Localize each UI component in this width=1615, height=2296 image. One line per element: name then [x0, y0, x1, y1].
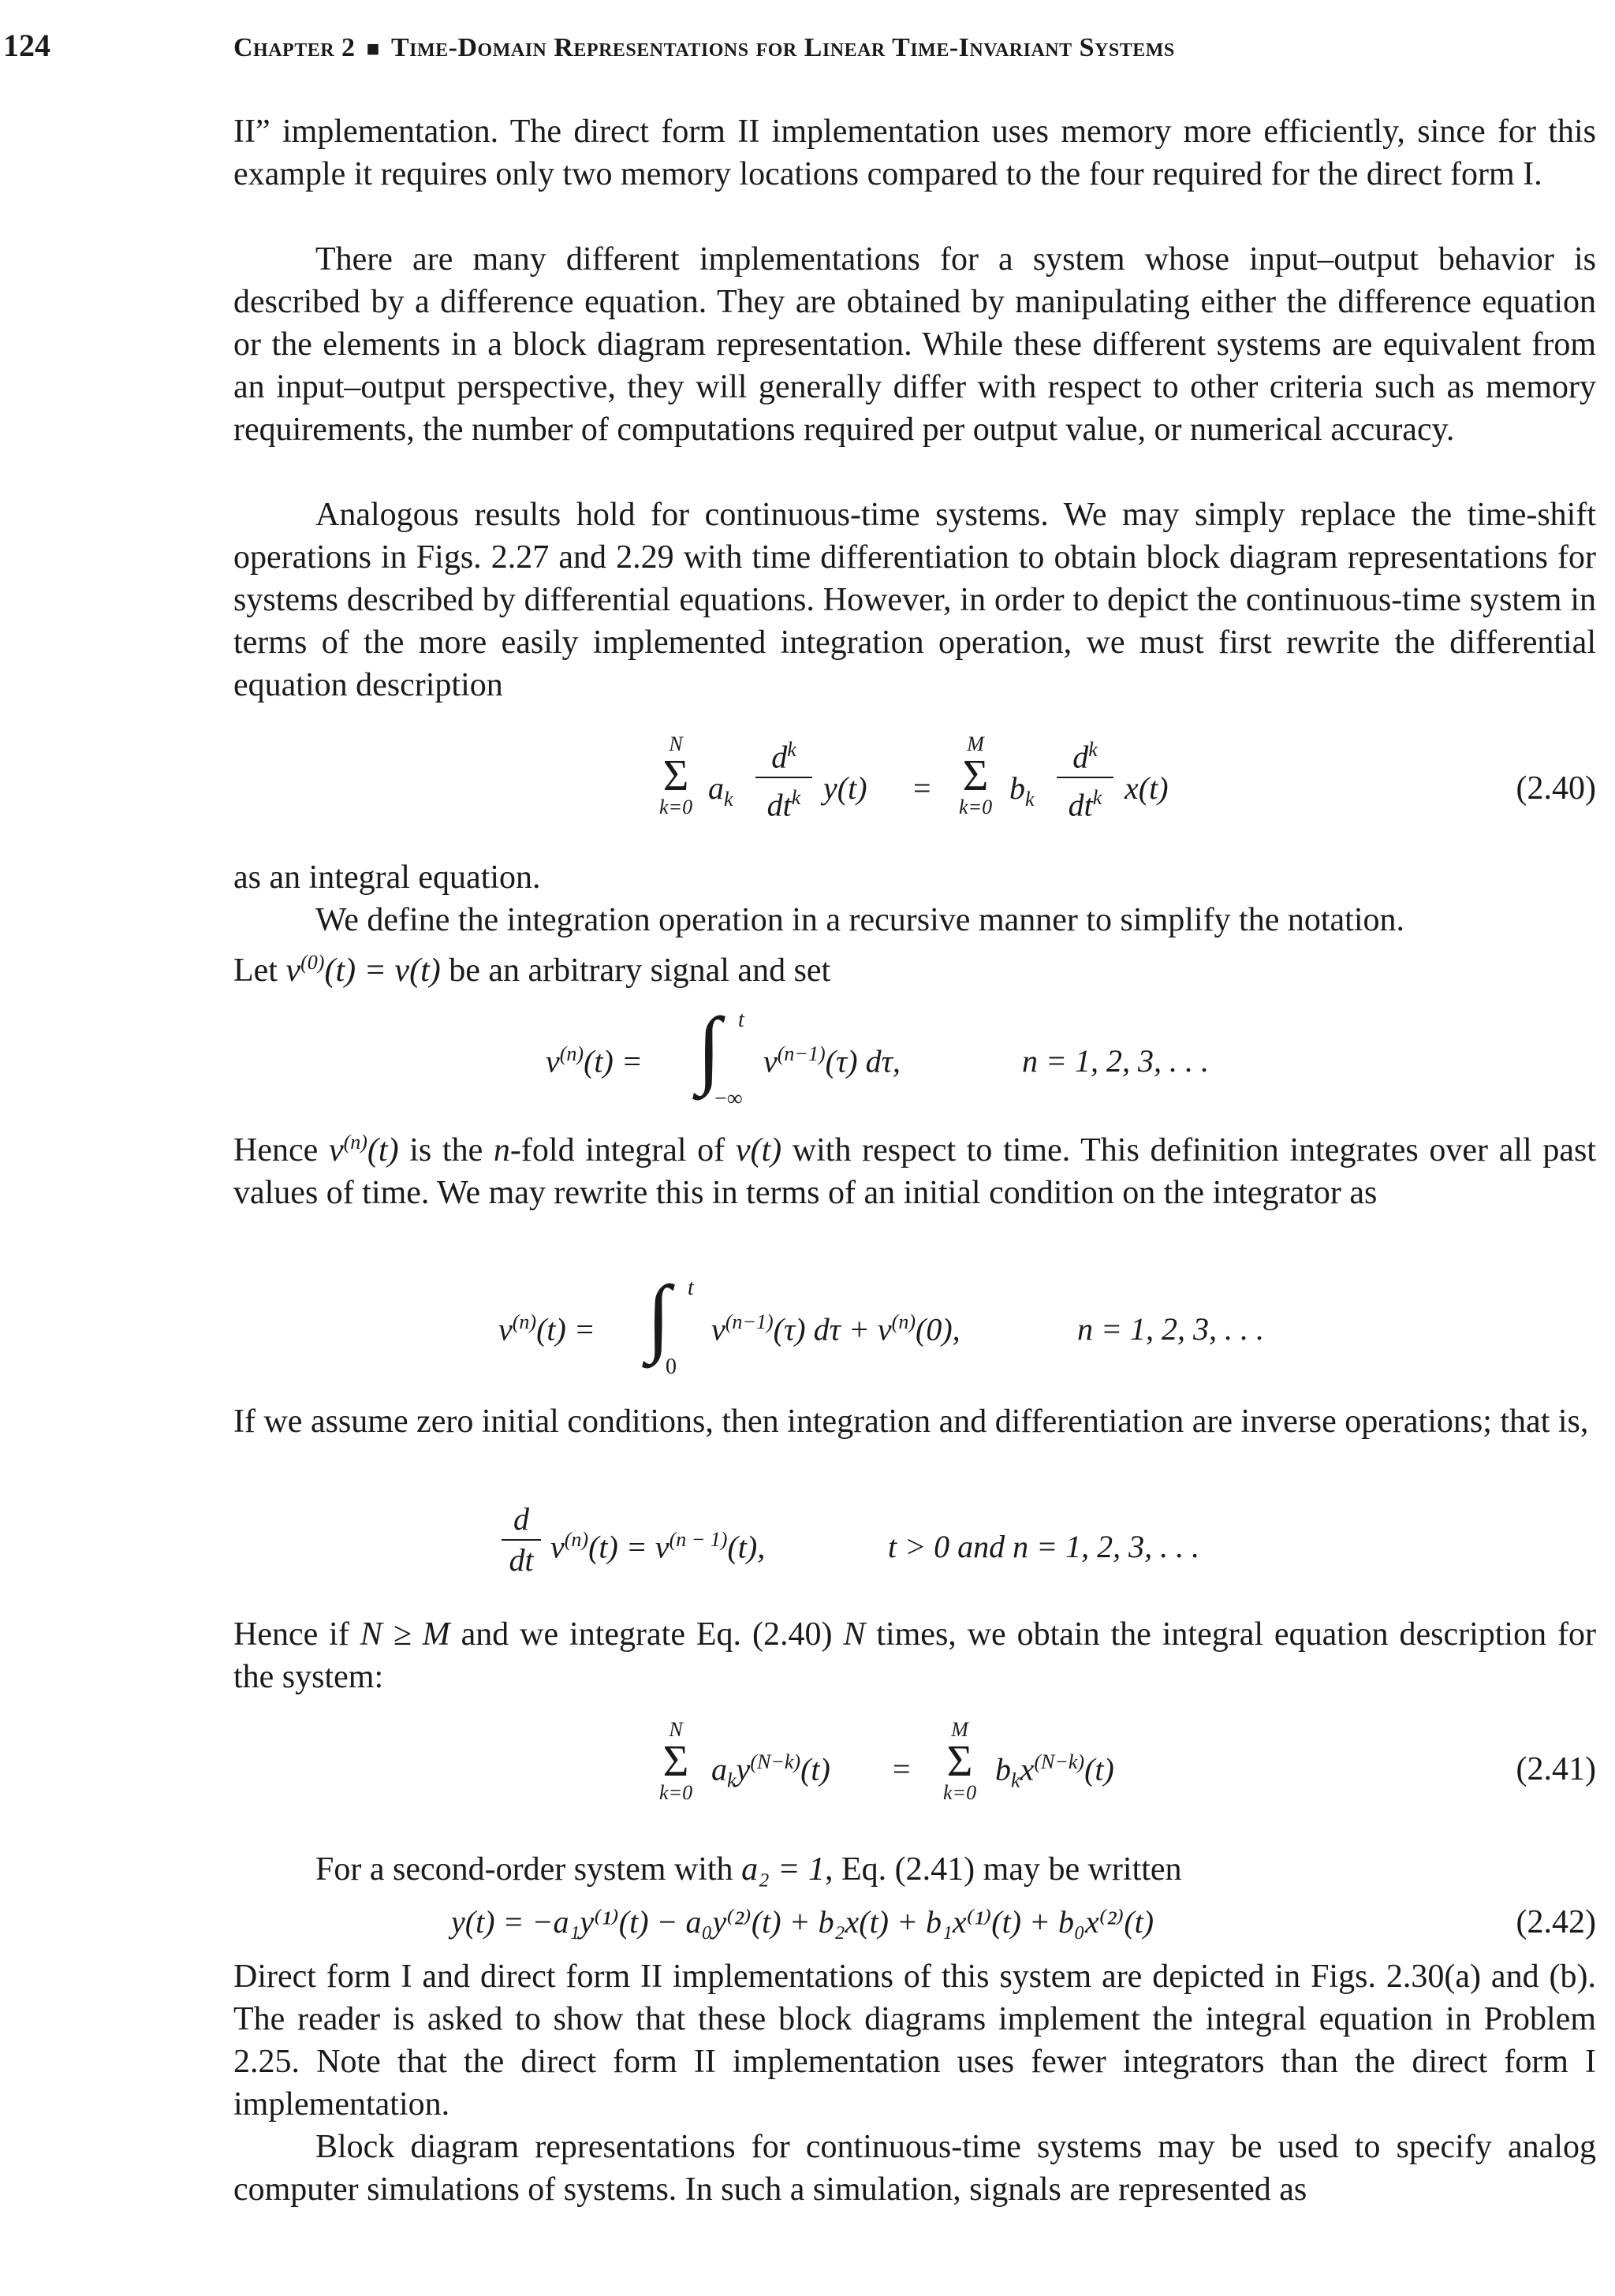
upper-limit: t: [738, 1008, 744, 1032]
equation-2-42: [233, 1900, 1596, 1948]
derivative-fraction: $d^k$ $dt^k$: [755, 732, 812, 824]
paragraph-8: Hence if N ≥ M and we integrate Eq. (2.40) N times, we obtain the integral equation description for the system:: [233, 1616, 1596, 1695]
definition-lhs: $v^{(n)}(t)$ =: [546, 1042, 643, 1079]
equals-sign: =: [913, 770, 931, 806]
equation-2-40: [233, 725, 1596, 836]
equation-number: (2.40): [1516, 770, 1596, 807]
separator-icon: ■: [366, 37, 380, 62]
output-signal: y(t): [823, 770, 867, 806]
integral-icon: ∫: [647, 1268, 671, 1364]
coefficient-a: $a_k$: [708, 770, 733, 811]
range: n = 1, 2, 3, . . .: [1077, 1311, 1264, 1347]
derivative-fraction: d dt: [502, 1501, 541, 1578]
equals-sign: =: [893, 1751, 911, 1787]
equation-number: (2.41): [1516, 1751, 1596, 1787]
paragraph-10: Direct form I and direct form II implementations of this system are depicted in Figs. 2.30(a) and (b). The reader is asked to show that these block diagrams implement the integral equation in Problem 2.25. Note that the direct form II implementation uses fewer integrators than the direct form I implementation.: [233, 1959, 1596, 2123]
paragraph-6: Hence $v^{(n)}(t)$ is the n-fold integral of v(t) with respect to time. This definition integrates over all past values of time. We may rewrite this in terms of an initial condition on the integrator as: [233, 1131, 1597, 1211]
derivative-fraction: $d^k$ $dt^k$: [1057, 732, 1113, 824]
equation-integral-definition: [233, 1001, 1596, 1120]
sum-sign: M Σ k=0: [943, 1718, 977, 1804]
sum-sign: N Σ k=0: [659, 732, 693, 818]
sum-sign: N Σ k=0: [659, 1718, 693, 1804]
equation-2-41: [233, 1716, 1596, 1826]
chapter-title: Time-Domain Representations for Linear Time-Invariant Systems: [390, 33, 1175, 62]
ic-lhs: $v^{(n)}(t)$ =: [498, 1310, 595, 1347]
equation-inverse-operations: [233, 1496, 1596, 1599]
second-order-expression: y(t) = −a₁y⁽¹⁾(t) − a₀y⁽²⁾(t) + b₂x(t) + b₁x⁽¹⁾(t) + b₀x⁽²⁾(t): [451, 1904, 1154, 1940]
lower-limit: 0: [666, 1355, 677, 1379]
inverse-expression: $v^{(n)}(t) = v^{(n - 1)}(t)$,: [550, 1528, 766, 1565]
integral-icon: ∫: [697, 1000, 722, 1096]
integrand: $v^{(n-1)}(\tau)$ dτ,: [763, 1042, 901, 1079]
paragraph-3: Analogous results hold for continuous-time systems. We may simply replace the time-shift operations in Figs. 2.27 and 2.29 with time differentiation to obtain block diagram representations for systems described by differential equations. However, in order to depict the continuous-time system in terms of the more easily implemented integration operation, we must first rewrite the differential equation description: [233, 497, 1596, 703]
chapter-label: Chapter 2: [233, 33, 356, 62]
rhs-term: $b_kx^{(N-k)}(t)$: [995, 1750, 1114, 1792]
input-signal: x(t): [1125, 770, 1169, 806]
paragraph-11: Block diagram representations for continuous-time systems may be used to specify analog computer simulations of systems. In such a simulation, signals are represented as: [233, 2129, 1596, 2208]
paragraph-2: There are many different implementations for a system whose input–output behavior is described by a difference equation. They are obtained by manipulating either the difference equation or the elements in a block diagram representation. While these different systems are equivalent from an input–output perspective, they will generally differ with respect to other criteria such as memory requirements, the number of computations required per output value, or numerical accuracy.: [233, 241, 1596, 448]
range: n = 1, 2, 3, . . .: [1022, 1043, 1209, 1079]
paragraph-5-line-2: Let $v^{(0)}(t) = v(t)$ be an arbitrary signal and set: [233, 951, 831, 989]
lhs-term: $a_ky^{(N-k)}(t)$: [711, 1750, 830, 1792]
range: t > 0 and n = 1, 2, 3, . . .: [888, 1529, 1200, 1564]
page-number: 124: [3, 28, 50, 63]
sum-sign: M Σ k=0: [959, 732, 993, 818]
paragraph-5-line-1: We define the integration operation in a recursive manner to simplify the notation.: [315, 902, 1405, 938]
ic-integrand: $v^{(n-1)}(\tau) d\tau + v^{(n)}(0)$,: [711, 1310, 960, 1347]
lower-limit: −∞: [714, 1086, 743, 1111]
equation-number: (2.42): [1516, 1904, 1596, 1940]
equation-integral-initial-condition: [233, 1269, 1596, 1388]
coefficient-b: $b_k$: [1009, 770, 1035, 811]
upper-limit: t: [688, 1276, 694, 1300]
paragraph-7: If we assume zero initial conditions, then integration and differentiation are inverse operations; that is,: [233, 1403, 1589, 1440]
running-head: [233, 33, 1175, 63]
paragraph-1: II” implementation. The direct form II implementation uses memory more efficiently, since for this example it requires only two memory locations compared to the four required for the direct form I.: [233, 114, 1596, 192]
paragraph-9: For a second-order system with a₂ = 1, Eq. (2.41) may be written: [315, 1851, 1182, 1888]
paragraph-4: as an integral equation.: [233, 859, 541, 896]
